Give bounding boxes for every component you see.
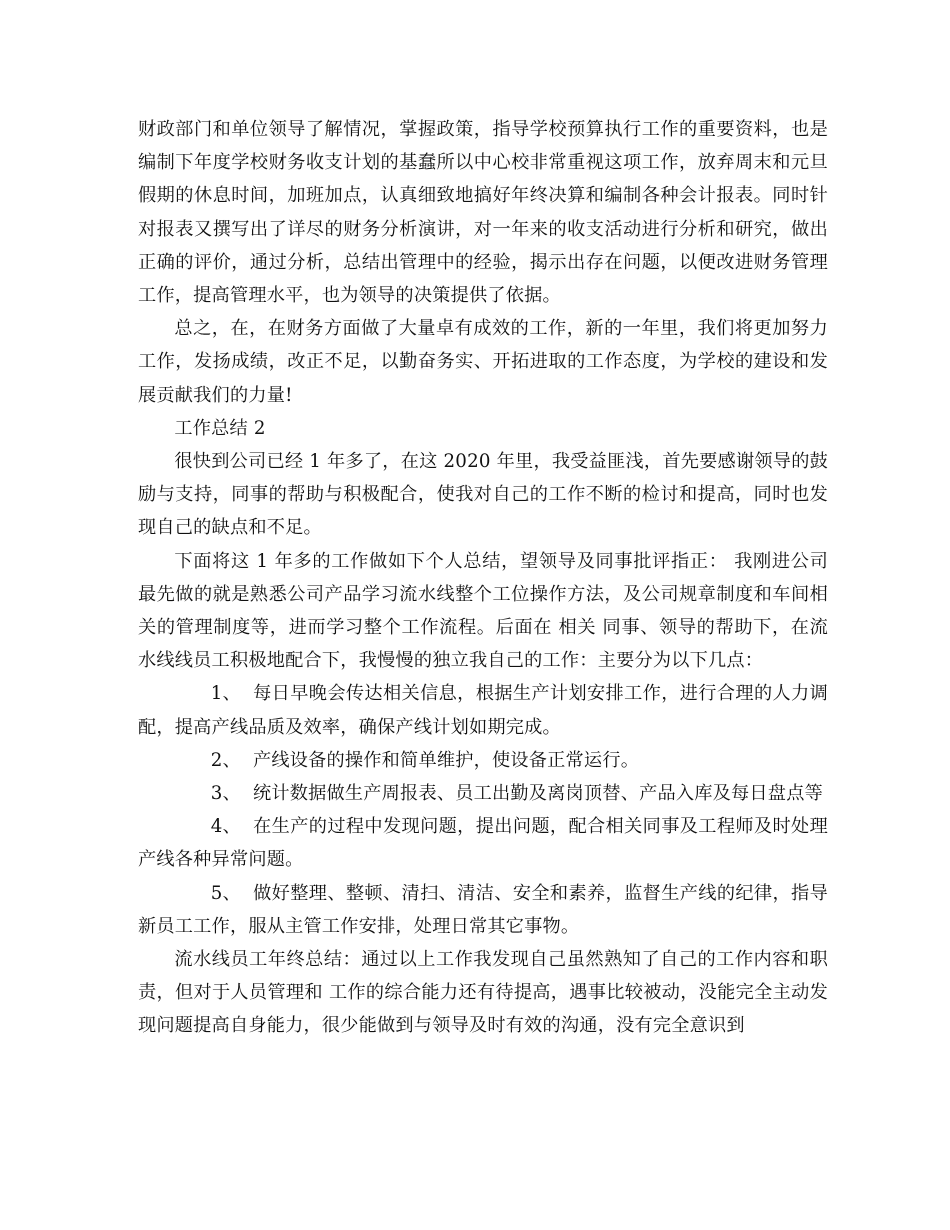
document-body <box>138 113 828 1043</box>
paragraph-summary-conclusion: 总之，在，在财务方面做了大量卓有成效的工作，新的一年里，我们将更加努力工作，发扬成绩，改正不足，以勤奋务实、开拓进取的工作态度，为学校的建设和发展贡献我们的力量! <box>138 318 828 406</box>
list-item-text: 做好整理、整顿、清扫、清洁、安全和素养，监督生产线的纪律，指导新员工工作，服从主管工作安排，处理日常其它事物。 <box>138 882 828 937</box>
list-item-text: 产线设备的操作和简单维护，使设备正常运行。 <box>252 749 640 771</box>
list-item <box>138 677 828 743</box>
list-item-number: 5、 <box>210 882 241 904</box>
paragraph-finance-reports: 财政部门和单位领导了解情况，掌握政策，指导学校预算执行工作的重要资料，也是编制下年度学校财务收支计划的基蠢所以中心校非常重视这项工作，放弃周末和元旦假期的休息时间，加班加点，认真细致地搞好年终决算和编制各种会计报表。同时针对报表又撰写出了详尽的财务分析演讲，对一年来的收支活动进行分析和研究，做出正确的评价，通过分析，总结出管理中的经验，揭示出存在问题，以便改进财务管理工作，提高管理水平，也为领导的决策提供了依据。 <box>138 119 828 307</box>
duties-list <box>138 677 828 943</box>
list-item <box>138 744 828 777</box>
list-item <box>138 810 828 876</box>
list-item-number: 1、 <box>210 683 241 705</box>
section-heading-work-summary-2: 工作总结 2 <box>174 417 266 439</box>
list-item-text: 在生产的过程中发现问题，提出问题，配合相关同事及工程师及时处理产线各种异常问题。 <box>138 816 828 871</box>
paragraph-personal-summary-intro: 下面将这 1 年多的工作做如下个人总结，望领导及同事批评指正： 我刚进公司最先做的就是熟悉公司产品学习流水线整个工位操作方法，及公司规章制度和车间相关的管理制度等，进而学习整个工作流程。后面在 相关 同事、领导的帮助下，在流水线线员工积极地配合下，我慢慢的独立我自己的工作：主要分为以下几点： <box>138 550 828 672</box>
list-item-number: 4、 <box>210 816 241 838</box>
list-item-text: 统计数据做生产周报表、员工出勤及离岗顶替、产品入库及每日盘点等 <box>252 783 823 805</box>
paragraph-one-year-at-company: 很快到公司已经 1 年多了，在这 2020 年里，我受益匪浅，首先要感谢领导的鼓励与支持，同事的帮助与积极配合，使我对自己的工作不断的检讨和提高，同时也发现自己的缺点和不足。 <box>138 451 828 539</box>
list-item-number: 3、 <box>210 783 241 805</box>
list-item-number: 2、 <box>210 749 241 771</box>
list-item-text: 每日早晚会传达相关信息，根据生产计划安排工作，进行合理的人力调配，提高产线品质及效率，确保产线计划如期完成。 <box>138 683 828 738</box>
list-item <box>138 877 828 943</box>
paragraph-year-end-summary: 流水线员工年终总结：通过以上工作我发现自己虽然熟知了自己的工作内容和职责，但对于人员管理和 工作的综合能力还有待提高，遇事比较被动，没能完全主动发现问题提高自身能力，很少能做到与领导及时有效的沟通，没有完全意识到 <box>138 949 828 1037</box>
list-item <box>138 777 828 810</box>
